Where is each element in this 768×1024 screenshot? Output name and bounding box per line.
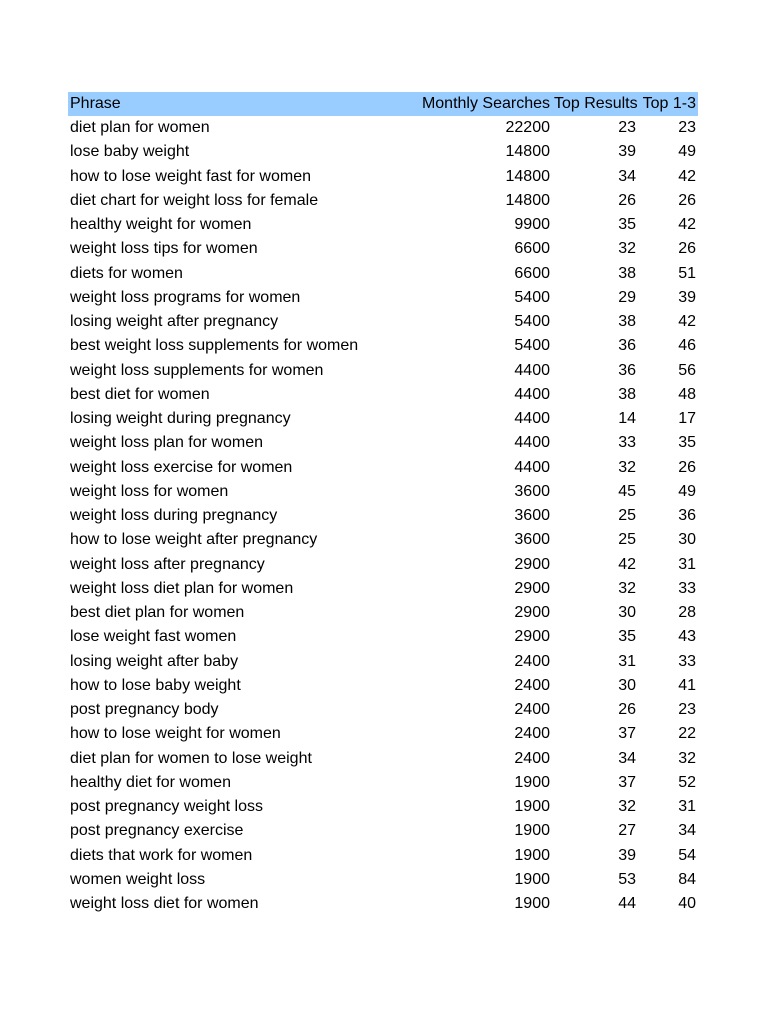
- cell-phrase: weight loss diet plan for women: [70, 579, 294, 597]
- cell-top-results: 26: [618, 191, 636, 209]
- table-row: [68, 698, 698, 722]
- cell-top-1-3: 35: [678, 434, 696, 452]
- cell-phrase: women weight loss: [70, 870, 206, 888]
- table-row: [68, 844, 698, 868]
- table-row: [68, 868, 698, 892]
- cell-monthly-searches: 2400: [514, 749, 550, 767]
- cell-top-1-3: 41: [678, 676, 696, 694]
- cell-top-results: 30: [618, 604, 636, 622]
- table-row: [68, 165, 698, 189]
- table-row: [68, 819, 698, 843]
- column-header-top-1-3: Top 1-3: [638, 92, 698, 116]
- table-row: [68, 237, 698, 261]
- cell-top-results: 53: [618, 870, 636, 888]
- cell-top-results: 36: [618, 361, 636, 379]
- cell-top-results: 35: [618, 628, 636, 646]
- cell-monthly-searches: 2900: [514, 604, 550, 622]
- cell-phrase: healthy diet for women: [70, 773, 231, 791]
- cell-top-1-3: 54: [678, 846, 696, 864]
- cell-monthly-searches: 3600: [514, 507, 550, 525]
- cell-top-results: 34: [618, 749, 636, 767]
- cell-top-results: 14: [618, 410, 636, 428]
- table-row: [68, 310, 698, 334]
- cell-top-1-3: 42: [678, 167, 696, 185]
- table-row: [68, 795, 698, 819]
- cell-monthly-searches: 4400: [514, 361, 550, 379]
- cell-top-results: 30: [618, 676, 636, 694]
- cell-monthly-searches: 6600: [514, 240, 550, 258]
- cell-monthly-searches: 2400: [514, 725, 550, 743]
- cell-monthly-searches: 5400: [514, 288, 550, 306]
- table-row: [68, 262, 698, 286]
- cell-monthly-searches: 5400: [514, 337, 550, 355]
- table-row: [68, 383, 698, 407]
- cell-top-results: 34: [618, 167, 636, 185]
- table-row: [68, 601, 698, 625]
- cell-phrase: how to lose baby weight: [70, 676, 241, 694]
- cell-phrase: diet plan for women to lose weight: [70, 749, 312, 767]
- cell-phrase: how to lose weight fast for women: [70, 167, 312, 185]
- cell-top-results: 39: [618, 143, 636, 161]
- cell-phrase: losing weight after pregnancy: [70, 313, 279, 331]
- cell-monthly-searches: 14800: [505, 143, 550, 161]
- cell-top-results: 32: [618, 798, 636, 816]
- cell-top-1-3: 56: [678, 361, 696, 379]
- cell-top-1-3: 30: [678, 531, 696, 549]
- cell-top-results: 44: [618, 895, 636, 913]
- cell-top-results: 32: [618, 240, 636, 258]
- cell-top-1-3: 26: [678, 458, 696, 476]
- cell-monthly-searches: 14800: [505, 191, 550, 209]
- table-row: [68, 140, 698, 164]
- cell-monthly-searches: 1900: [514, 870, 550, 888]
- cell-phrase: diets that work for women: [70, 846, 253, 864]
- header-row: [68, 92, 698, 116]
- cell-phrase: lose baby weight: [70, 143, 190, 161]
- cell-monthly-searches: 1900: [514, 798, 550, 816]
- cell-top-1-3: 33: [678, 652, 696, 670]
- cell-top-1-3: 23: [678, 701, 696, 719]
- cell-phrase: lose weight fast women: [70, 628, 237, 646]
- column-header-phrase: Phrase: [68, 92, 404, 116]
- table-row: [68, 334, 698, 358]
- cell-monthly-searches: 4400: [514, 385, 550, 403]
- cell-top-1-3: 36: [678, 507, 696, 525]
- cell-phrase: healthy weight for women: [70, 216, 252, 234]
- cell-top-1-3: 32: [678, 749, 696, 767]
- cell-monthly-searches: 22200: [505, 119, 550, 137]
- table-row: [68, 480, 698, 504]
- cell-phrase: diet plan for women: [70, 119, 210, 137]
- cell-top-results: 26: [618, 701, 636, 719]
- column-header-monthly-searches: Monthly Searches: [404, 92, 552, 116]
- cell-monthly-searches: 3600: [514, 531, 550, 549]
- cell-top-1-3: 26: [678, 240, 696, 258]
- cell-monthly-searches: 1900: [514, 822, 550, 840]
- cell-top-1-3: 31: [678, 555, 696, 573]
- cell-monthly-searches: 4400: [514, 410, 550, 428]
- cell-phrase: how to lose weight for women: [70, 725, 281, 743]
- cell-monthly-searches: 5400: [514, 313, 550, 331]
- keyword-table: [68, 92, 698, 916]
- cell-top-results: 38: [618, 385, 636, 403]
- cell-phrase: post pregnancy weight loss: [70, 798, 263, 816]
- cell-top-1-3: 49: [678, 482, 696, 500]
- cell-phrase: diets for women: [70, 264, 183, 282]
- table-header: [68, 92, 698, 116]
- cell-top-1-3: 28: [678, 604, 696, 622]
- cell-monthly-searches: 1900: [514, 895, 550, 913]
- table-row: [68, 722, 698, 746]
- cell-phrase: weight loss plan for women: [70, 434, 263, 452]
- cell-monthly-searches: 2900: [514, 579, 550, 597]
- cell-top-results: 33: [618, 434, 636, 452]
- cell-phrase: weight loss after pregnancy: [70, 555, 265, 573]
- cell-monthly-searches: 2400: [514, 652, 550, 670]
- cell-phrase: best weight loss supplements for women: [70, 337, 359, 355]
- cell-top-1-3: 39: [678, 288, 696, 306]
- cell-phrase: weight loss exercise for women: [70, 458, 293, 476]
- cell-top-results: 23: [618, 119, 636, 137]
- table-row: [68, 528, 698, 552]
- cell-monthly-searches: 1900: [514, 773, 550, 791]
- cell-monthly-searches: 1900: [514, 846, 550, 864]
- cell-monthly-searches: 2400: [514, 676, 550, 694]
- cell-top-results: 37: [618, 725, 636, 743]
- cell-top-results: 31: [618, 652, 636, 670]
- table-row: [68, 456, 698, 480]
- cell-top-1-3: 46: [678, 337, 696, 355]
- cell-top-1-3: 26: [678, 191, 696, 209]
- table-row: [68, 504, 698, 528]
- cell-top-1-3: 22: [678, 725, 696, 743]
- cell-top-1-3: 42: [678, 216, 696, 234]
- cell-top-1-3: 43: [678, 628, 696, 646]
- cell-monthly-searches: 4400: [514, 458, 550, 476]
- cell-top-1-3: 84: [678, 870, 696, 888]
- table-row: [68, 407, 698, 431]
- cell-monthly-searches: 9900: [514, 216, 550, 234]
- cell-top-1-3: 23: [678, 119, 696, 137]
- cell-phrase: how to lose weight after pregnancy: [70, 531, 318, 549]
- table-row: [68, 116, 698, 140]
- table-row: [68, 286, 698, 310]
- table-row: [68, 189, 698, 213]
- cell-top-1-3: 34: [678, 822, 696, 840]
- column-header-top-results: Top Results: [552, 92, 638, 116]
- table-row: [68, 553, 698, 577]
- table-row: [68, 431, 698, 455]
- cell-phrase: weight loss for women: [70, 482, 229, 500]
- cell-top-1-3: 31: [678, 798, 696, 816]
- cell-phrase: diet chart for weight loss for female: [70, 191, 319, 209]
- table-row: [68, 747, 698, 771]
- cell-top-results: 32: [618, 458, 636, 476]
- cell-top-1-3: 51: [678, 264, 696, 282]
- table-row: [68, 892, 698, 916]
- keyword-table-sheet: [68, 92, 698, 916]
- cell-phrase: losing weight during pregnancy: [70, 410, 291, 428]
- cell-monthly-searches: 2400: [514, 701, 550, 719]
- table-body: [68, 116, 698, 916]
- cell-monthly-searches: 14800: [505, 167, 550, 185]
- cell-top-1-3: 42: [678, 313, 696, 331]
- cell-phrase: best diet plan for women: [70, 604, 245, 622]
- cell-monthly-searches: 2900: [514, 628, 550, 646]
- cell-phrase: losing weight after baby: [70, 652, 239, 670]
- cell-monthly-searches: 3600: [514, 482, 550, 500]
- cell-top-1-3: 48: [678, 385, 696, 403]
- table-row: [68, 674, 698, 698]
- cell-phrase: weight loss during pregnancy: [70, 507, 278, 525]
- table-row: [68, 625, 698, 649]
- cell-monthly-searches: 4400: [514, 434, 550, 452]
- cell-top-results: 42: [618, 555, 636, 573]
- cell-top-results: 32: [618, 579, 636, 597]
- cell-phrase: weight loss programs for women: [70, 288, 301, 306]
- cell-top-results: 29: [618, 288, 636, 306]
- table-row: [68, 577, 698, 601]
- table-row: [68, 359, 698, 383]
- cell-top-1-3: 33: [678, 579, 696, 597]
- cell-monthly-searches: 2900: [514, 555, 550, 573]
- cell-phrase: weight loss diet for women: [70, 895, 259, 913]
- cell-top-1-3: 49: [678, 143, 696, 161]
- cell-top-results: 37: [618, 773, 636, 791]
- table-row: [68, 771, 698, 795]
- cell-top-1-3: 52: [678, 773, 696, 791]
- cell-top-results: 39: [618, 846, 636, 864]
- table-row: [68, 213, 698, 237]
- cell-top-results: 36: [618, 337, 636, 355]
- cell-top-results: 25: [618, 531, 636, 549]
- cell-top-results: 38: [618, 264, 636, 282]
- cell-top-results: 27: [618, 822, 636, 840]
- cell-top-1-3: 40: [678, 895, 696, 913]
- cell-phrase: post pregnancy exercise: [70, 822, 244, 840]
- table-row: [68, 650, 698, 674]
- cell-phrase: post pregnancy body: [70, 701, 219, 719]
- cell-monthly-searches: 6600: [514, 264, 550, 282]
- cell-top-results: 45: [618, 482, 636, 500]
- cell-phrase: weight loss tips for women: [70, 240, 258, 258]
- cell-top-1-3: 17: [678, 410, 696, 428]
- cell-top-results: 35: [618, 216, 636, 234]
- cell-top-results: 25: [618, 507, 636, 525]
- cell-phrase: weight loss supplements for women: [70, 361, 324, 379]
- cell-phrase: best diet for women: [70, 385, 210, 403]
- cell-top-results: 38: [618, 313, 636, 331]
